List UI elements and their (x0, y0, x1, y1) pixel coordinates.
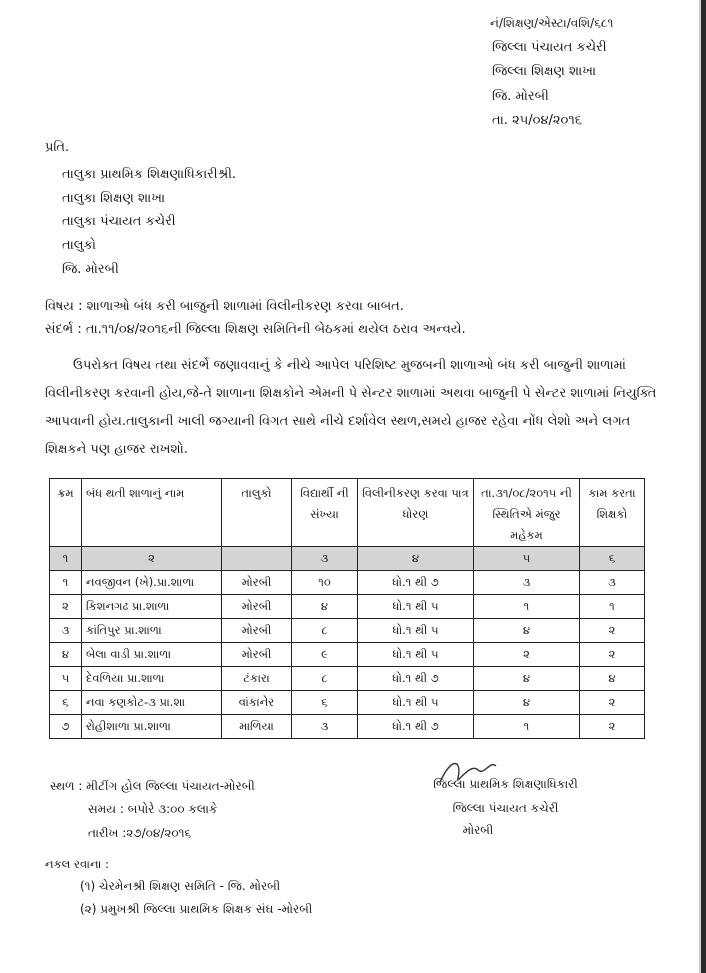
signatory-title: જિલ્લા પ્રાથમિક શિક્ષણાધિકારી (433, 777, 578, 791)
column-number (222, 547, 292, 571)
table-cell: ૨ (50, 595, 82, 619)
table-row (50, 595, 645, 619)
table-cell: ૨ (580, 643, 645, 667)
copy-item: (૧) ચેરમેનશ્રી શિક્ષણ સમિતિ - જિ. મોરબી (80, 879, 281, 893)
subject-line (45, 299, 404, 314)
header-cell: તા.૩૧/૦૮/૨૦૧૫ ની સ્થિતિએ મંજુર મહેકમ (474, 479, 580, 547)
subject-text: શાળાઓ બંધ કરી બાજુની શાળામાં વિલીનીકરણ કરવા બાબત. (86, 299, 404, 314)
header-cell: વિલીનીકરણ કરવા પાત્ર ધોરણ (358, 479, 474, 547)
table-cell: કાંતિપુર પ્રા.શાળા (82, 619, 222, 643)
table-cell: મોરબી (222, 595, 292, 619)
table-cell: ધો.૧ થી ૫ (358, 691, 474, 715)
column-number-row (50, 547, 645, 571)
table-cell: ધો.૧ થી ૫ (358, 619, 474, 643)
table-cell: ૨ (580, 691, 645, 715)
table-cell: મોરબી (222, 571, 292, 595)
table-cell: ૬ (50, 691, 82, 715)
table-header-row (50, 479, 645, 547)
table-cell: ૩ (580, 571, 645, 595)
signatory-office: જિલ્લા પંચાયત કચેરી (452, 801, 559, 815)
table-cell: મોરબી (222, 643, 292, 667)
table-cell: નવજીવન (ખે).પ્રા.શાળા (82, 571, 222, 595)
header-cell: તાલુકો (222, 479, 292, 547)
column-number: ૧ (50, 547, 82, 571)
table-cell: ૧ (474, 715, 580, 739)
table-cell: ૪ (50, 643, 82, 667)
schools-table (49, 478, 645, 739)
scan-edge (701, 0, 706, 973)
recipient-line: જિ. મોરબી (62, 262, 119, 277)
table-cell: દેવળિયા પ્રા.શાળા (82, 667, 222, 691)
meeting-place: સ્થળ : મીટીંગ હોલ જિલ્લા પંચાયત-મોરબી (50, 779, 255, 793)
meeting-date: તારીખ :૨૭/૦૪/૨૦૧૬ (88, 826, 192, 840)
recipient-line: તાલુકો (62, 238, 97, 253)
table-cell: મોરબી (222, 619, 292, 643)
body-paragraph: ઉપરોક્ત વિષય તથા સંદર્ભે જણાવવાનું કે નીચે આપેલ પરિશિષ્ટ મુજબની શાળાઓ બંધ કરી બાજુની શાળામાં વિલીનીકરણ કરવાની હોય,જે-તે શાળાના શિક્ષકોને એમની પે સેન્ટર શાળામાં અથવા બાજુની પે સેન્ટર શાળામાં નિયુક્તિ આપવાની હોય.તાલુકાની ખાલી જગ્યાની વિગત સાથે નીચે દર્શાવેલ સ્થળ,સમયે હાજર રહેવા નોંધ લેશો અને લગત શિક્ષકને પણ હાજર રાખશો. (45, 358, 657, 457)
reference-text: તા.૧૧/૦૪/૨૦૧૬ની જિલ્લા શિક્ષણ સમિતિની બેઠકમાં થયેલ ઠરાવ અન્વયે. (85, 322, 466, 337)
table-cell: ૩ (474, 571, 580, 595)
branch-name: જિલ્લા શિક્ષણ શાખા (492, 64, 597, 79)
table-cell: ૩ (292, 715, 358, 739)
table-cell: ૨ (580, 619, 645, 643)
table-cell: ૩ (50, 619, 82, 643)
column-number: ૨ (82, 547, 222, 571)
recipient-line: તાલુકા પંચાયત કચેરી (62, 214, 176, 229)
table-cell: ૪ (580, 667, 645, 691)
table-row (50, 571, 645, 595)
table-cell: ૪ (474, 667, 580, 691)
reference-number: નં/શિક્ષણ/એસ્ટા/વશિ/૬૮૧ (490, 16, 614, 30)
table-row (50, 667, 645, 691)
subject-label: વિષય : (45, 299, 83, 314)
table-cell: ૧ (580, 595, 645, 619)
recipient-line: તાલુકા શિક્ષણ શાખા (62, 191, 166, 206)
table-cell: ૧ (50, 571, 82, 595)
column-number: ૫ (474, 547, 580, 571)
header-cell: બંધ થતી શાળાનું નામ (82, 479, 222, 547)
header-cell: ક્રમ (50, 479, 82, 547)
table-cell: ૧ (474, 595, 580, 619)
table-cell: ધો.૧ થી ૭ (358, 715, 474, 739)
reference-line (45, 322, 466, 337)
table-cell: નવા કણકોટ-૩ પ્રા.શા (82, 691, 222, 715)
signatory-district: મોરબી (462, 823, 494, 837)
meeting-time: સમય : બપોરે ૩:૦૦ કલાકે (88, 802, 218, 816)
table-cell: ૯ (292, 643, 358, 667)
district-name: જિ. મોરબી (492, 89, 549, 104)
reference-label: સંદર્ભ : (45, 322, 82, 337)
table-cell: ટંકારા (222, 667, 292, 691)
letter-date: તા. ૨૫/૦૪/૨૦૧૬ (492, 113, 582, 128)
table-cell: બેલા વાડી પ્રા.શાળા (82, 643, 222, 667)
table-cell: વાંકાનેર (222, 691, 292, 715)
column-number: ૪ (358, 547, 474, 571)
column-number: ૬ (580, 547, 645, 571)
table-cell: ૪ (474, 619, 580, 643)
table-cell: ધો.૧ થી ૭ (358, 571, 474, 595)
table-cell: ધો.૧ થી ૫ (358, 643, 474, 667)
table-cell: ૨ (580, 715, 645, 739)
office-name: જિલ્લા પંચાયત કચેરી (492, 40, 607, 55)
copy-item: (૨) પ્રમુખશ્રી જિલ્લા પ્રાથમિક શિક્ષક સંઘ -મોરબી (80, 902, 313, 916)
header-cell: વિદ્યાર્થી ની સંખ્યા (292, 479, 358, 547)
table-cell: ૭ (50, 715, 82, 739)
table-cell: કિશનગઢ પ્રા.શાળા (82, 595, 222, 619)
table-cell: ૧૦ (292, 571, 358, 595)
table-cell: માળિયા (222, 715, 292, 739)
column-number: ૩ (292, 547, 358, 571)
table-cell: ૮ (292, 667, 358, 691)
table-cell: ધો.૧ થી ૫ (358, 595, 474, 619)
table-cell: ૪ (474, 691, 580, 715)
table-cell: ૪ (292, 595, 358, 619)
table-cell: ૫ (50, 667, 82, 691)
header-cell: કામ કરતા શિક્ષકો (580, 479, 645, 547)
copy-label: નકલ રવાના : (45, 857, 109, 871)
table-cell: ધો.૧ થી ૭ (358, 667, 474, 691)
table-row (50, 715, 645, 739)
table-cell: ૨ (474, 643, 580, 667)
table-row (50, 691, 645, 715)
table-cell: ૬ (292, 691, 358, 715)
prati-label: પ્રતિ. (45, 140, 70, 155)
table-row (50, 643, 645, 667)
table-row (50, 619, 645, 643)
table-cell: ૮ (292, 619, 358, 643)
recipient-line: તાલુકા પ્રાથમિક શિક્ષણાધિકારીશ્રી. (62, 167, 237, 182)
table-cell: રોહીશાળા પ્રા.શાળા (82, 715, 222, 739)
